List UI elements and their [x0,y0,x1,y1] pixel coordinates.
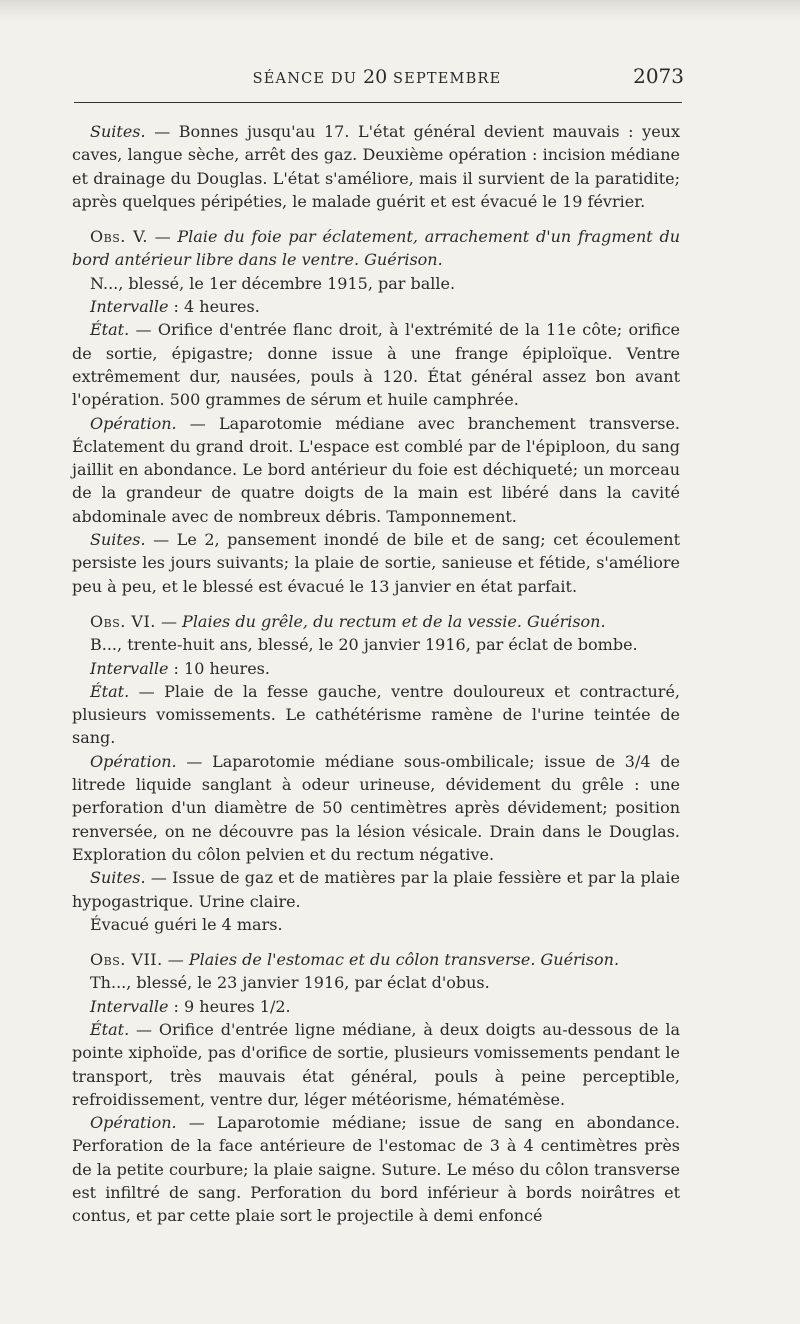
lead-label: Opération. [90,751,177,771]
observation-number: Obs. VI. [90,611,156,631]
lead-label: Intervalle [90,658,169,678]
running-title-suffix: SEPTEMBRE [387,71,502,87]
paragraph-text: B..., trente-huit ans, blessé, le 20 janvier 1916, par éclat de bombe. [90,635,638,655]
lead-label: Suites. [90,122,146,141]
paragraph-intervalle-vi [72,657,680,680]
paragraph-text: — Laparotomie médiane avec branchement transverse. Éclatement du grand droit. L'espace est comblé par de l'épiploon, du sang jaillit en abondance. Le bord antérieur du foie est déchiqueté; un morceau de la grandeur de quatre doigts de la main est libéré dans la cavité abdominale avec de nombreux débris. Tamponnement. [72,413,680,526]
lead-label: État. [90,1019,130,1039]
paragraph-text: : 4 heures. [168,297,260,317]
paragraph-patient-th [72,971,680,994]
lead-label: Opération. [90,1113,177,1133]
observation-heading-vii [72,948,680,971]
paragraph-patient-b [72,633,680,656]
paragraph-operation-vii [72,1111,680,1227]
paragraph-intervalle-vii [72,995,680,1018]
paragraph-text: — Plaie de la fesse gauche, ventre douloureux et contracturé, plusieurs vomissements. Le cathétérisme ramène de l'urine teintée de sang. [72,681,680,748]
paragraph-text: — Bonnes jusqu'au 17. L'état général devient mauvais : yeux caves, langue sèche, arrêt des gaz. Deuxième opération : incision médiane et drainage du Douglas. L'état s'améliore, mais il survient de la paratidite; après quelques péripéties, le malade guérit et est évacué le 19 février. [72,122,680,211]
running-title [72,66,682,88]
body-text [72,120,680,1228]
paragraph-text: : 9 heures 1/2. [168,996,291,1016]
paragraph-etat-vi [72,680,680,750]
paragraph-text: N..., blessé, le 1er décembre 1915, par balle. [90,273,456,293]
paragraph-text: Th..., blessé, le 23 janvier 1916, par éclat d'obus. [90,973,490,993]
page-top-edge [0,0,800,22]
paragraph-text: : 10 heures. [168,658,270,678]
paragraph-text: — Orifice d'entrée flanc droit, à l'extrémité de la 11e côte; orifice de sortie, épigastre; donne issue à une frange épiploïque. Ventre extrêmement dur, nausées, pouls à 120. État général assez bon avant l'opération. 500 grammes de sérum et huile camphrée. [72,320,680,410]
observation-title: — Plaie du foie par éclatement, arrachement d'un fragment du bord antérieur libre dans le ventre. Guérison. [72,227,680,270]
observation-number: Obs. V. [90,227,148,247]
paragraph-text: — Laparotomie médiane sous-ombilicale; issue de 3/4 de litrede liquide sanglant à odeur urineuse, dévidement du grêle : une perforation d'un diamètre de 50 centimètres après dévidement; position renversée, on ne découvre pas la lésion vésicale. Drain dans le Douglas. Exploration du côlon pelvien et du rectum négative. [72,751,680,864]
observation-title: — Plaies du grêle, du rectum et de la vessie. Guérison. [155,611,606,631]
paragraph-suites-vi [72,866,680,913]
paragraph-intervalle-v [72,295,680,318]
paragraph-text: — Orifice d'entrée ligne médiane, à deux doigts au-dessous de la pointe xiphoïde, pas d'orifice de sortie, plusieurs vomissements pendant le transport, très mauvais état général, pouls à peine perceptible, refroidissement, ventre dur, léger météorisme, hématémèse. [72,1019,680,1109]
paragraph-text: — Le 2, pansement inondé de bile et de sang; cet écoulement persiste les jours suivants; la plaie de sortie, sanieuse et fétide, s'améliore peu à peu, et le blessé est évacué le 13 janvier en état parfait. [72,530,680,596]
paragraph-text: Évacué guéri le 4 mars. [90,914,283,934]
paragraph-text: — Issue de gaz et de matières par la plaie fessière et par la plaie hypogastrique. Urine claire. [72,868,680,911]
lead-label: Intervalle [90,996,169,1016]
lead-label: Suites. [90,868,146,888]
paragraph-operation-vi [72,750,680,866]
running-title-day: 20 [363,66,388,88]
lead-label: Suites. [90,530,146,550]
observation-heading-vi [72,610,680,633]
observation-heading-v [72,225,680,272]
running-title-prefix: SÉANCE DU [252,71,364,87]
paragraph-suites-v [72,528,680,598]
paragraph-patient-n [72,272,680,295]
observation-title: — Plaies de l'estomac et du côlon transverse. Guérison. [162,950,620,970]
paragraph-etat-v [72,318,680,411]
running-head [72,62,682,98]
lead-label: État. [90,681,130,701]
header-rule [74,102,682,103]
paragraph-etat-vii [72,1018,680,1111]
paragraph-suites-1 [72,120,680,213]
paragraph-evacue [72,913,680,936]
observation-number: Obs. VII. [90,950,163,970]
paragraph-operation-v [72,412,680,528]
paragraph-text: — Laparotomie médiane; issue de sang en abondance. Perforation de la face antérieure de l'estomac de 3 à 4 centimètres près de la petite courbure; la plaie saigne. Suture. Le méso du côlon transverse est infiltré de sang. Perforation du bord inférieur à bords noirâtres et contus, et par cette plaie sort le projectile à demi enfoncé [72,1113,680,1226]
lead-label: État. [90,320,130,340]
page-number: 2073 [633,64,684,88]
lead-label: Intervalle [90,297,169,317]
lead-label: Opération. [90,413,177,433]
